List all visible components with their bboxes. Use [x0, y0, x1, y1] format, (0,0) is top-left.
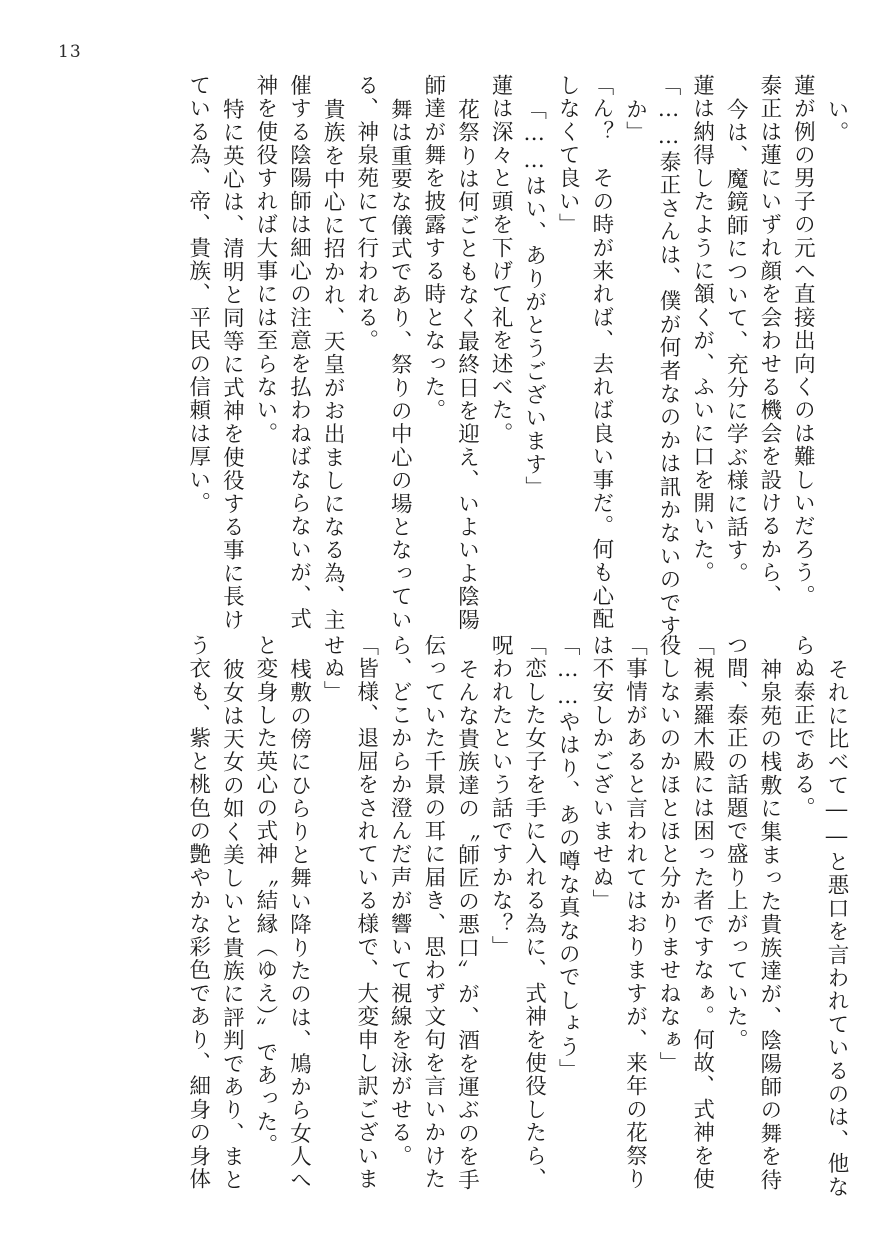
text-column: 催する陰陽師は細心の注意を払わねばならないが、式 — [286, 74, 312, 631]
text-column: う衣も、紫と桃色の艶やかな彩色であり、細身の身体 — [185, 634, 211, 1191]
text-column: そんな貴族達の〝師匠の悪口〟が、酒を運ぶのを手 — [454, 657, 480, 1192]
text-column: 「ん？ その時が来れば、去れば良い事だ。何も心配 — [588, 74, 614, 631]
text-column: 神を使役すれば大事には至らない。 — [252, 74, 278, 446]
text-column: それに比べて――と悪口を言われているのは、他な — [824, 657, 849, 1199]
text-column: 「……はい、ありがとうございます」 — [521, 97, 547, 499]
text-column: 「事情があると言われてはおりますが、来年の花祭り — [622, 634, 648, 1191]
page-number: 13 — [58, 42, 82, 62]
text-column: らぬ泰正である。 — [790, 634, 816, 820]
text-column: 師達が舞を披露する時となった。 — [420, 74, 446, 422]
text-column: い。 — [824, 97, 849, 144]
upper-text-block — [175, 74, 849, 638]
text-column: 桟敷の傍にひらりと舞い降りたのは、鳩から女人へ — [286, 657, 312, 1192]
text-column: と変身した英心の式神〝結縁（ゆえ）〟であった。 — [252, 634, 278, 1157]
text-column: つ間、泰正の話題で盛り上がっていた。 — [723, 634, 749, 1052]
text-column: 「……やはり、あの噂な真なのでしょう」 — [555, 634, 581, 1082]
text-column: 蓮が例の男子の元へ直接出向くのは難しいだろう。 — [790, 74, 816, 608]
text-column: は不安しかございませぬ」 — [588, 634, 614, 913]
text-column: 貴族を中心に招かれ、天皇がお出ましになる為、主 — [320, 97, 346, 632]
text-column: 花祭りは何ごともなく最終日を迎え、いよいよ陰陽 — [454, 97, 480, 632]
lower-text-block — [175, 634, 849, 1199]
text-column: ている為、帝、貴族、平民の信頼は厚い。 — [185, 74, 211, 515]
text-column: 「視素羅木殿には困った者ですなぁ。何故、式神を使 — [689, 634, 715, 1191]
text-column: 特に英心は、清明と同等に式神を使役する事に長け — [219, 97, 245, 632]
text-column: 呪われたという話ですかな？」 — [488, 634, 514, 959]
text-column: せぬ」 — [320, 634, 346, 704]
text-column: しなくて良い」 — [555, 74, 581, 237]
text-column: 泰正は蓮にいずれ顔を会わせる機会を設けるから、 — [756, 74, 782, 608]
text-column: 伝っていた千景の耳に届き、思わず文句を言いかけた — [420, 634, 446, 1191]
text-column: 彼女は天女の如く美しいと貴族に評判であり、まと — [219, 657, 245, 1192]
text-column: 「……泰正さんは、僕が何者なのかは訊かないのです — [656, 74, 682, 638]
text-column: 蓮は深々と頭を下げて礼を述べた。 — [488, 74, 514, 446]
text-column: 「恋した女子を手に入れる為に、式神を使役したら、 — [521, 634, 547, 1191]
text-column: 今は、魔鏡師について、充分に学ぶ様に話す。 — [723, 97, 749, 585]
text-column: る、神泉苑にて行われる。 — [353, 74, 379, 353]
text-column: 「皆様、退屈をされている様で、大変申し訳ございま — [353, 634, 379, 1191]
text-column: か」 — [622, 97, 648, 144]
text-column: ら、どこからか澄んだ声が響いて視線を泳がせる。 — [387, 634, 413, 1168]
text-column: 蓮は納得したように頷くが、ふいに口を開いた。 — [689, 74, 715, 585]
text-column: 神泉苑の桟敷に集まった貴族達が、陰陽師の舞を待 — [756, 657, 782, 1192]
text-column: 役しないのかほとほと分かりませねなぁ」 — [656, 634, 682, 1075]
text-column: 舞は重要な儀式であり、祭りの中心の場となってい — [387, 97, 413, 632]
